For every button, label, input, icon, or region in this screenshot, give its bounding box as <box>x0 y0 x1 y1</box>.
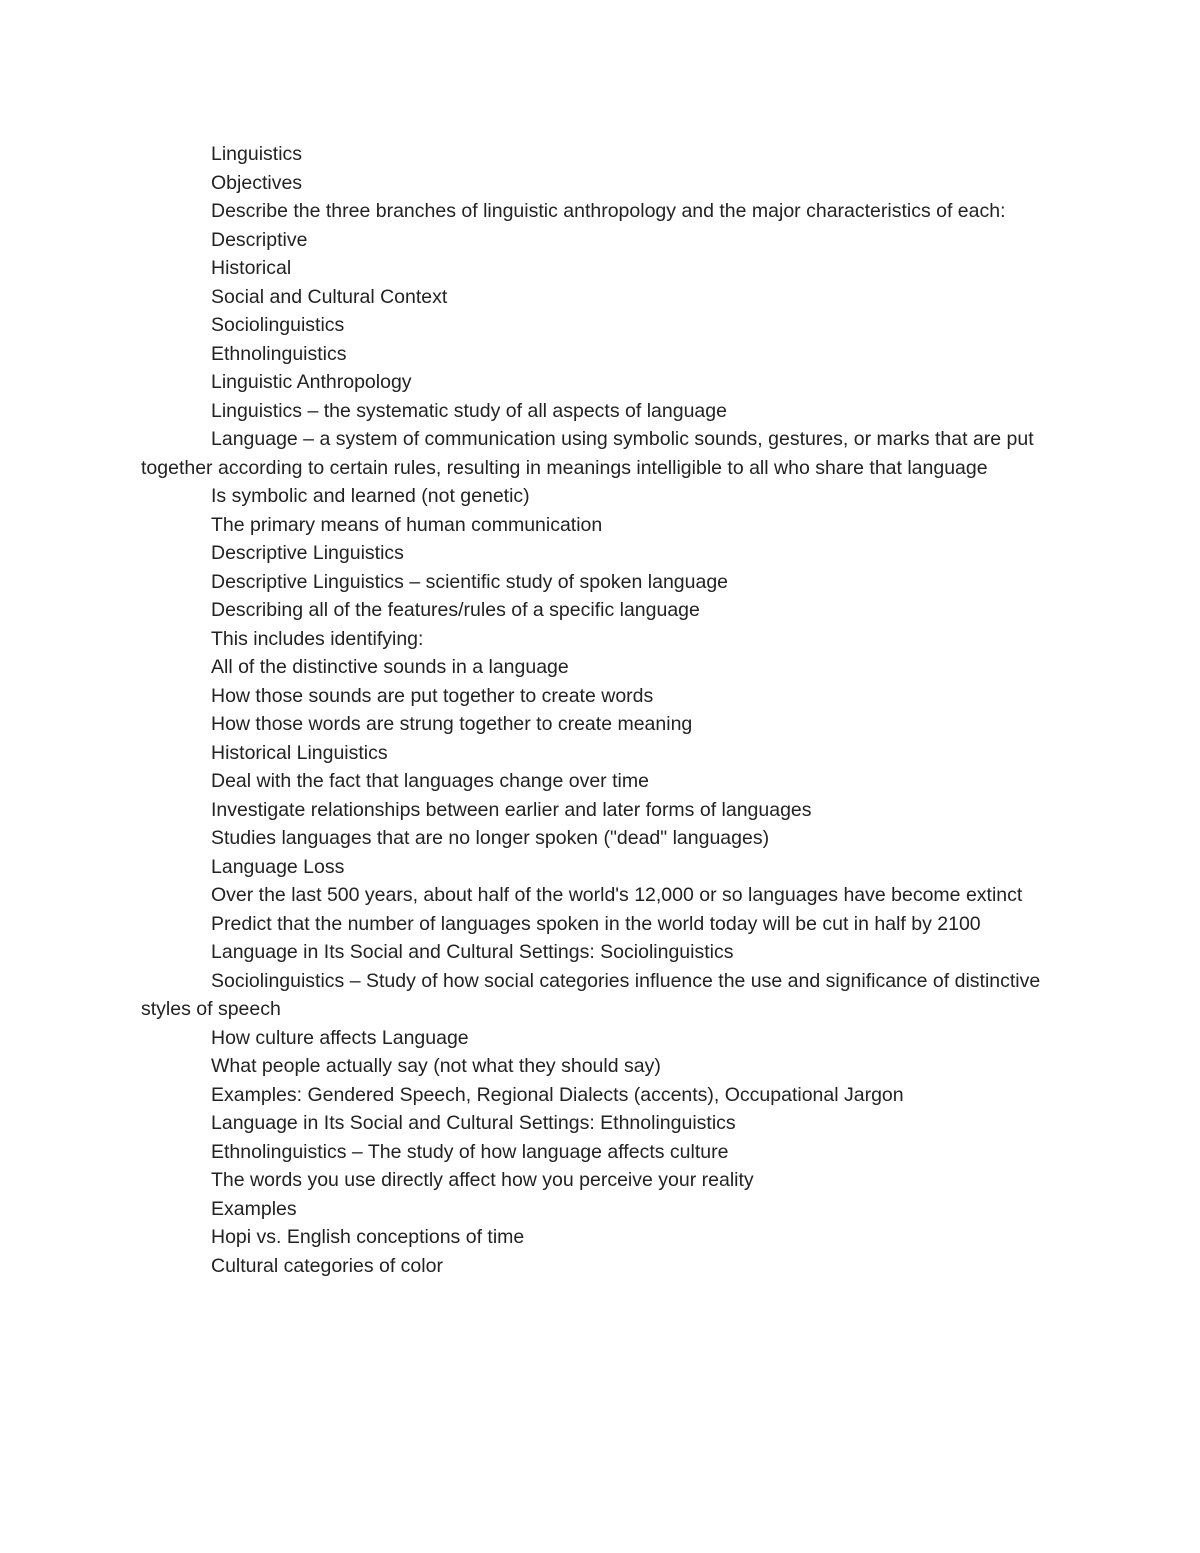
list-item: Ethnolinguistics <box>211 342 347 365</box>
list-item: Cultural categories of color <box>211 1254 443 1277</box>
section-heading: Linguistic Anthropology <box>211 371 412 393</box>
list-item: What people actually say (not what they should say) <box>211 1055 661 1077</box>
objectives-heading: Objectives <box>211 171 303 194</box>
definition: Linguistics – the systematic study of all aspects of language <box>211 399 727 422</box>
section-heading: Language Loss <box>211 855 345 878</box>
objective-text: Describe the three branches of linguistic anthropology and the major characteristics of each: <box>211 200 1006 222</box>
section-heading: Descriptive Linguistics <box>211 542 404 564</box>
list-item: Predict that the number of languages spoken in the world today will be cut in half by 2100 <box>211 912 981 935</box>
list-item: This includes identifying: <box>211 627 424 650</box>
definition: Sociolinguistics – Study of how social categories influence the use and significance of distinctive styles of speech <box>141 969 1041 1020</box>
definition: Descriptive Linguistics – scientific study of spoken language <box>211 570 729 593</box>
section-heading: Language in Its Social and Cultural Settings: Sociolinguistics <box>211 941 734 963</box>
list-item: Studies languages that are no longer spoken ("dead" languages) <box>211 827 770 849</box>
list-item: Social and Cultural Context <box>211 285 448 308</box>
list-item: The primary means of human communication <box>211 513 603 536</box>
list-item: Descriptive <box>211 228 308 251</box>
definition: Language – a system of communication using symbolic sounds, gestures, or marks that are put together according to certain rules, resulting in meanings intelligible to all who share that language <box>141 428 1034 479</box>
list-item: All of the distinctive sounds in a language <box>211 656 569 678</box>
list-item: Historical <box>211 257 292 279</box>
list-item: How those words are strung together to create meaning <box>211 713 693 735</box>
list-item: Is symbolic and learned (not genetic) <box>211 485 530 507</box>
list-item: Over the last 500 years, about half of the world's 12,000 or so languages have become extinct <box>211 884 1023 906</box>
list-item: Examples: Gendered Speech, Regional Dialects (accents), Occupational Jargon <box>211 1083 904 1106</box>
list-item: Hopi vs. English conceptions of time <box>211 1226 525 1248</box>
document-body <box>141 140 1071 1280</box>
list-item: Deal with the fact that languages change over time <box>211 770 649 792</box>
list-item: The words you use directly affect how you perceive your reality <box>211 1169 754 1191</box>
section-heading: Language in Its Social and Cultural Settings: Ethnolinguistics <box>211 1112 736 1134</box>
list-item: Examples <box>211 1197 297 1220</box>
list-item: Sociolinguistics <box>211 314 345 336</box>
doc-title: Linguistics <box>211 143 303 165</box>
list-item: Investigate relationships between earlier and later forms of languages <box>211 798 812 821</box>
list-item: Describing all of the features/rules of a specific language <box>211 599 700 621</box>
list-item: How those sounds are put together to create words <box>211 684 654 707</box>
section-heading: Historical Linguistics <box>211 741 388 764</box>
definition: Ethnolinguistics – The study of how language affects culture <box>211 1140 729 1163</box>
list-item: How culture affects Language <box>211 1026 469 1049</box>
